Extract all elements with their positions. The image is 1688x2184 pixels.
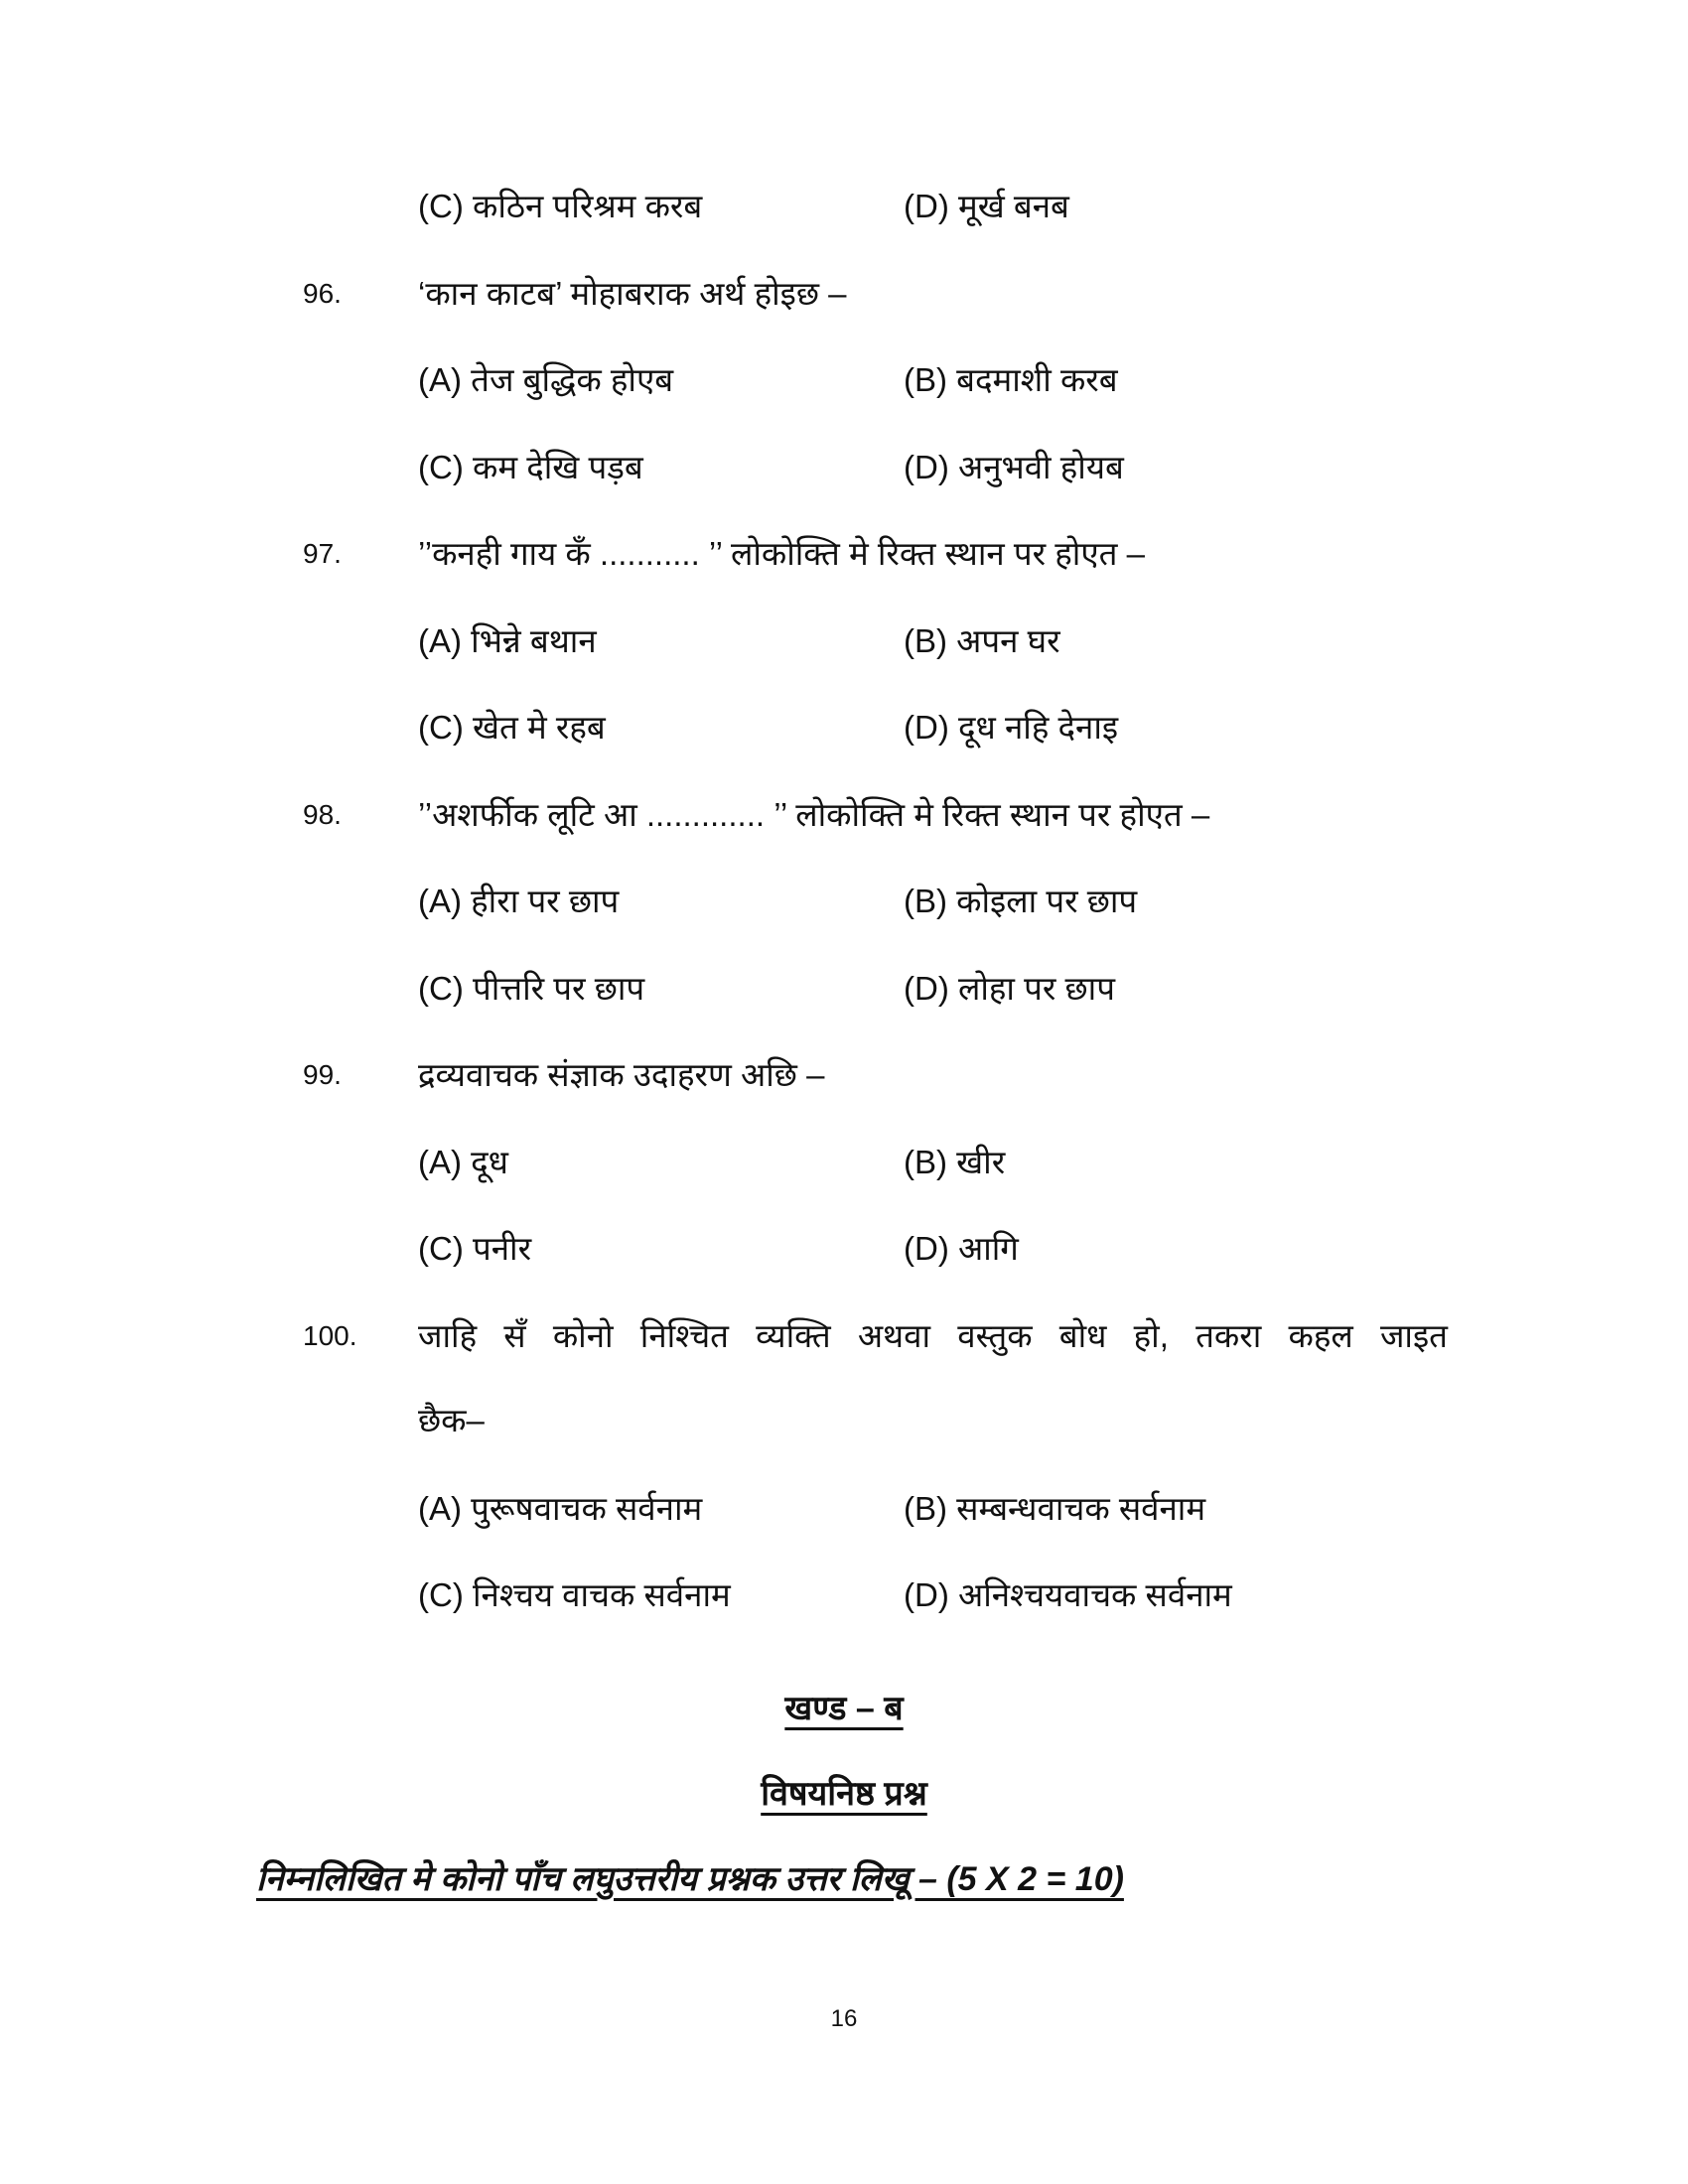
options-row <box>0 706 1688 750</box>
options-row <box>0 358 1688 402</box>
instruction-row <box>0 1857 1688 1901</box>
section-subheading-row <box>0 1772 1688 1816</box>
option-c: (C) कठिन परिश्रम करब <box>418 188 703 224</box>
question-number: 97. <box>303 538 342 569</box>
option-c: (C) पीत्तरि पर छाप <box>418 970 645 1007</box>
options-row <box>0 1141 1688 1184</box>
option-d: (D) दूध नहि देनाइ <box>904 709 1119 746</box>
question-97 <box>0 532 1688 576</box>
question-number: 96. <box>303 278 342 309</box>
option-d: (D) अनुभवी होयब <box>904 449 1124 485</box>
option-b: (B) अपन घर <box>904 622 1060 659</box>
question-100 <box>0 1314 1688 1358</box>
option-b: (B) खीर <box>904 1144 1006 1180</box>
question-98 <box>0 793 1688 837</box>
option-a: (A) तेज बुद्धिक होएब <box>418 361 674 398</box>
question-text: ’’कनही गाय कँ ........... ’’ लोकोक्ति मे रिक्त स्थान पर होएत – <box>418 535 1145 572</box>
options-row-95-cd <box>0 185 1688 228</box>
section-heading-row <box>0 1687 1688 1730</box>
question-text-line2: छैक– <box>418 1402 485 1438</box>
section-instruction: निम्नलिखित मे कोनो पाँच लघुउत्तरीय प्रश्नक उत्तर लिखू – (5 X 2 = 10) <box>256 1860 1124 1898</box>
options-row <box>0 1487 1688 1531</box>
option-c: (C) निश्चय वाचक सर्वनाम <box>418 1576 731 1613</box>
option-d: (D) आगि <box>904 1230 1019 1267</box>
options-row <box>0 446 1688 489</box>
question-number: 100. <box>303 1320 357 1351</box>
options-row <box>0 880 1688 923</box>
options-row <box>0 1227 1688 1271</box>
options-row <box>0 1573 1688 1617</box>
question-text: जाहि सँ कोनो निश्चित व्यक्ति अथवा वस्तुक बोध हो, तकरा कहल जाइत <box>418 1317 1448 1354</box>
option-b: (B) सम्बन्धवाचक सर्वनाम <box>904 1490 1206 1527</box>
option-c: (C) पनीर <box>418 1230 532 1267</box>
question-text: ’’अशर्फीक लूटि आ ............. ’’ लोकोक्ति मे रिक्त स्थान पर होएत – <box>418 796 1210 833</box>
section-heading: खण्ड – ब <box>784 1690 904 1727</box>
option-a: (A) पुरूषवाचक सर्वनाम <box>418 1490 703 1527</box>
option-a: (A) भिन्ने बथान <box>418 622 597 659</box>
option-d: (D) मूर्ख बनब <box>904 188 1069 224</box>
question-text: द्रव्यवाचक संज्ञाक उदाहरण अछि – <box>418 1056 825 1093</box>
question-100-continued <box>0 1399 1688 1442</box>
page-number: 16 <box>830 2005 858 2032</box>
option-d: (D) अनिश्चयवाचक सर्वनाम <box>904 1576 1232 1613</box>
option-c: (C) कम देखि पड़ब <box>418 449 643 485</box>
option-a: (A) दूध <box>418 1144 508 1180</box>
option-c: (C) खेत मे रहब <box>418 709 606 746</box>
option-b: (B) कोइला पर छाप <box>904 883 1138 919</box>
option-d: (D) लोहा पर छाप <box>904 970 1115 1007</box>
question-96 <box>0 272 1688 316</box>
question-text: ‘कान काटब’ मोहाबराक अर्थ होइछ – <box>418 275 847 312</box>
question-number: 98. <box>303 799 342 830</box>
question-99 <box>0 1053 1688 1097</box>
options-row <box>0 967 1688 1011</box>
option-a: (A) हीरा पर छाप <box>418 883 620 919</box>
options-row <box>0 619 1688 663</box>
section-subheading: विषयनिष्ठ प्रश्न <box>761 1775 927 1813</box>
question-number: 99. <box>303 1059 342 1090</box>
option-b: (B) बदमाशी करब <box>904 361 1118 398</box>
